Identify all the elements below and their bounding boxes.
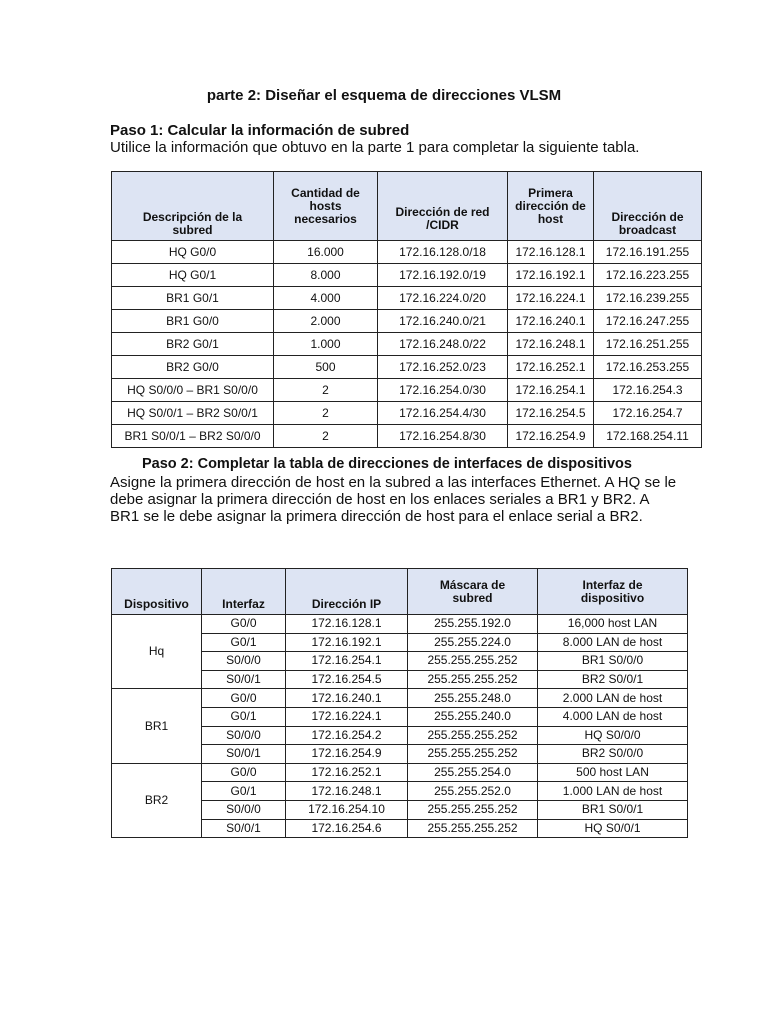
interface-row	[112, 615, 688, 634]
col-header-subnet-description: Descripción de la subred	[112, 172, 274, 241]
subnet-row	[112, 264, 702, 287]
broadcast-cell: 172.16.191.255	[594, 241, 702, 264]
col-header-broadcast: Dirección de broadcast	[594, 172, 702, 241]
broadcast-cell: 172.16.251.255	[594, 333, 702, 356]
hosts-needed-cell: 2	[274, 402, 378, 425]
subnet-mask-cell: 255.255.255.252	[408, 726, 538, 745]
broadcast-cell: 172.168.254.11	[594, 425, 702, 448]
broadcast-cell: 172.16.254.7	[594, 402, 702, 425]
interface-cell: S0/0/1	[202, 819, 286, 838]
first-host-cell: 172.16.128.1	[508, 241, 594, 264]
ip-address-cell: 172.16.254.2	[286, 726, 408, 745]
device-name-cell: BR2	[112, 763, 202, 837]
col-header-first-host: Primera dirección de host	[508, 172, 594, 241]
network-cidr-cell: 172.16.240.0/21	[378, 310, 508, 333]
subnet-row	[112, 379, 702, 402]
ip-address-cell: 172.16.254.9	[286, 745, 408, 764]
subnet-description-cell: HQ G0/0	[112, 241, 274, 264]
ip-address-cell: 172.16.254.6	[286, 819, 408, 838]
step2-heading: Paso 2: Completar la tabla de direcciones de interfaces de dispositivos	[142, 456, 632, 472]
subnet-row	[112, 425, 702, 448]
subnet-description-cell: BR1 S0/0/1 – BR2 S0/0/0	[112, 425, 274, 448]
subnet-table	[111, 171, 702, 448]
interface-cell: G0/0	[202, 689, 286, 708]
col-header-interface: Interfaz	[202, 569, 286, 615]
interface-cell: S0/0/0	[202, 652, 286, 671]
interface-table	[111, 568, 688, 838]
broadcast-cell: 172.16.247.255	[594, 310, 702, 333]
device-interface-cell: BR2 S0/0/0	[538, 745, 688, 764]
col-header-device: Dispositivo	[112, 569, 202, 615]
subnet-mask-cell: 255.255.255.252	[408, 745, 538, 764]
hosts-needed-cell: 2	[274, 425, 378, 448]
step1-description: Utilice la información que obtuvo en la parte 1 para completar la siguiente tabla.	[110, 139, 640, 156]
broadcast-cell: 172.16.239.255	[594, 287, 702, 310]
subnet-mask-cell: 255.255.248.0	[408, 689, 538, 708]
subnet-mask-cell: 255.255.252.0	[408, 782, 538, 801]
first-host-cell: 172.16.240.1	[508, 310, 594, 333]
interface-cell: G0/1	[202, 782, 286, 801]
subnet-row	[112, 287, 702, 310]
interface-cell: G0/0	[202, 615, 286, 634]
interface-table-header-row	[112, 569, 688, 615]
interface-cell: G0/1	[202, 633, 286, 652]
subnet-description-cell: BR1 G0/0	[112, 310, 274, 333]
device-interface-cell: 4.000 LAN de host	[538, 707, 688, 726]
subnet-table-header-row	[112, 172, 702, 241]
subnet-row	[112, 333, 702, 356]
subnet-row	[112, 402, 702, 425]
subnet-description-cell: HQ G0/1	[112, 264, 274, 287]
interface-cell: S0/0/1	[202, 745, 286, 764]
subnet-description-cell: BR1 G0/1	[112, 287, 274, 310]
page-title: parte 2: Diseñar el esquema de direcciones VLSM	[206, 87, 562, 104]
interface-row	[112, 689, 688, 708]
subnet-mask-cell: 255.255.255.252	[408, 652, 538, 671]
device-interface-cell: BR1 S0/0/1	[538, 800, 688, 819]
interface-cell: S0/0/1	[202, 670, 286, 689]
first-host-cell: 172.16.248.1	[508, 333, 594, 356]
step2-description: Asigne la primera dirección de host en la subred a las interfaces Ethernet. A HQ se le debe asignar la primera dirección de host en los enlaces seriales a BR1 y BR2. A BR1 se le debe asignar la primera dirección de host para el enlace serial a BR2.	[110, 474, 677, 525]
device-interface-cell: 8.000 LAN de host	[538, 633, 688, 652]
subnet-mask-cell: 255.255.255.252	[408, 800, 538, 819]
ip-address-cell: 172.16.254.10	[286, 800, 408, 819]
device-interface-cell: HQ S0/0/0	[538, 726, 688, 745]
interface-row	[112, 763, 688, 782]
device-interface-cell: BR1 S0/0/0	[538, 652, 688, 671]
hosts-needed-cell: 1.000	[274, 333, 378, 356]
device-interface-cell: BR2 S0/0/1	[538, 670, 688, 689]
first-host-cell: 172.16.224.1	[508, 287, 594, 310]
network-cidr-cell: 172.16.192.0/19	[378, 264, 508, 287]
interface-cell: G0/1	[202, 707, 286, 726]
ip-address-cell: 172.16.240.1	[286, 689, 408, 708]
col-header-hosts-needed: Cantidad de hosts necesarios	[274, 172, 378, 241]
interface-cell: S0/0/0	[202, 726, 286, 745]
hosts-needed-cell: 8.000	[274, 264, 378, 287]
subnet-row	[112, 356, 702, 379]
subnet-row	[112, 310, 702, 333]
first-host-cell: 172.16.254.9	[508, 425, 594, 448]
ip-address-cell: 172.16.248.1	[286, 782, 408, 801]
network-cidr-cell: 172.16.254.8/30	[378, 425, 508, 448]
network-cidr-cell: 172.16.224.0/20	[378, 287, 508, 310]
hosts-needed-cell: 2.000	[274, 310, 378, 333]
subnet-description-cell: BR2 G0/1	[112, 333, 274, 356]
hosts-needed-cell: 16.000	[274, 241, 378, 264]
ip-address-cell: 172.16.128.1	[286, 615, 408, 634]
device-interface-cell: 2.000 LAN de host	[538, 689, 688, 708]
hosts-needed-cell: 2	[274, 379, 378, 402]
device-interface-cell: HQ S0/0/1	[538, 819, 688, 838]
subnet-description-cell: HQ S0/0/1 – BR2 S0/0/1	[112, 402, 274, 425]
col-header-subnet-mask: Máscara de subred	[408, 569, 538, 615]
subnet-mask-cell: 255.255.224.0	[408, 633, 538, 652]
network-cidr-cell: 172.16.252.0/23	[378, 356, 508, 379]
subnet-description-cell: BR2 G0/0	[112, 356, 274, 379]
network-cidr-cell: 172.16.248.0/22	[378, 333, 508, 356]
col-header-network-cidr: Dirección de red /CIDR	[378, 172, 508, 241]
interface-cell: S0/0/0	[202, 800, 286, 819]
device-name-cell: Hq	[112, 615, 202, 689]
first-host-cell: 172.16.192.1	[508, 264, 594, 287]
ip-address-cell: 172.16.252.1	[286, 763, 408, 782]
first-host-cell: 172.16.254.5	[508, 402, 594, 425]
network-cidr-cell: 172.16.128.0/18	[378, 241, 508, 264]
hosts-needed-cell: 500	[274, 356, 378, 379]
network-cidr-cell: 172.16.254.0/30	[378, 379, 508, 402]
ip-address-cell: 172.16.192.1	[286, 633, 408, 652]
step1-heading: Paso 1: Calcular la información de subred	[110, 122, 410, 139]
col-header-device-interface: Interfaz de dispositivo	[538, 569, 688, 615]
subnet-mask-cell: 255.255.254.0	[408, 763, 538, 782]
device-interface-cell: 16,000 host LAN	[538, 615, 688, 634]
device-name-cell: BR1	[112, 689, 202, 763]
subnet-mask-cell: 255.255.192.0	[408, 615, 538, 634]
subnet-mask-cell: 255.255.240.0	[408, 707, 538, 726]
device-interface-cell: 1.000 LAN de host	[538, 782, 688, 801]
subnet-mask-cell: 255.255.255.252	[408, 819, 538, 838]
interface-cell: G0/0	[202, 763, 286, 782]
ip-address-cell: 172.16.254.5	[286, 670, 408, 689]
ip-address-cell: 172.16.254.1	[286, 652, 408, 671]
first-host-cell: 172.16.254.1	[508, 379, 594, 402]
subnet-mask-cell: 255.255.255.252	[408, 670, 538, 689]
broadcast-cell: 172.16.223.255	[594, 264, 702, 287]
network-cidr-cell: 172.16.254.4/30	[378, 402, 508, 425]
subnet-row	[112, 241, 702, 264]
broadcast-cell: 172.16.254.3	[594, 379, 702, 402]
col-header-ip-address: Dirección IP	[286, 569, 408, 615]
broadcast-cell: 172.16.253.255	[594, 356, 702, 379]
hosts-needed-cell: 4.000	[274, 287, 378, 310]
device-interface-cell: 500 host LAN	[538, 763, 688, 782]
ip-address-cell: 172.16.224.1	[286, 707, 408, 726]
first-host-cell: 172.16.252.1	[508, 356, 594, 379]
subnet-description-cell: HQ S0/0/0 – BR1 S0/0/0	[112, 379, 274, 402]
